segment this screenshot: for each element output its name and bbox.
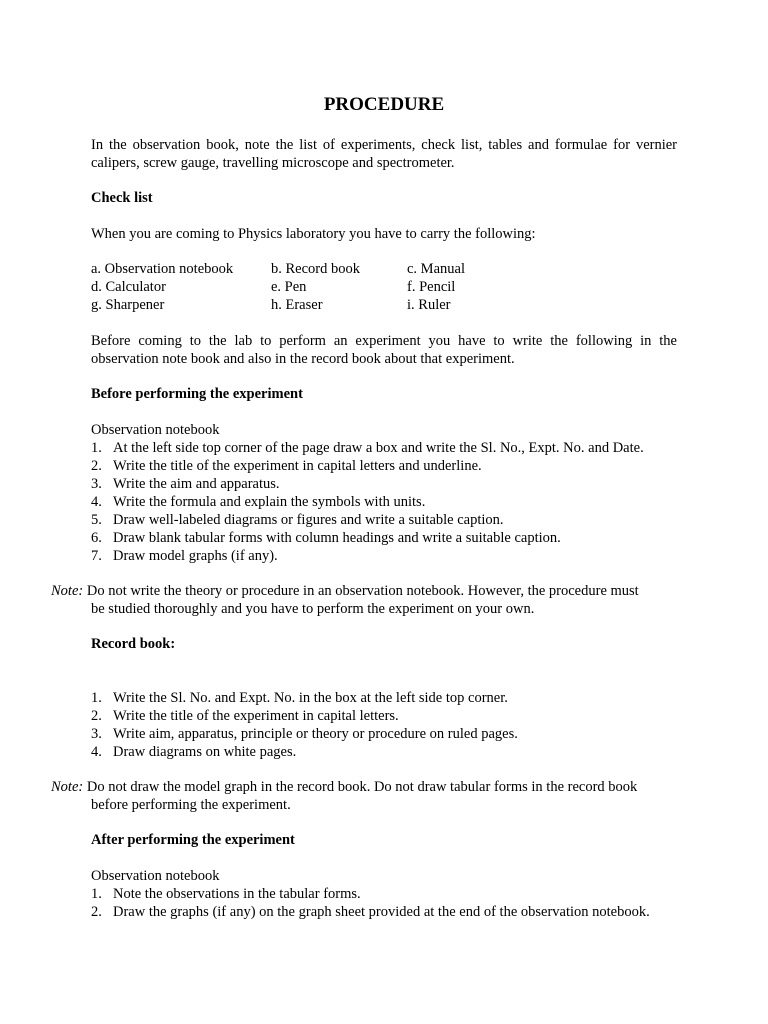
- list-item: 2. Write the title of the experiment in capital letters.: [91, 708, 399, 724]
- list-item: 1. Note the observations in the tabular forms.: [91, 886, 361, 902]
- checklist-item: g. Sharpener: [91, 297, 165, 313]
- checklist-item: a. Observation notebook: [91, 261, 234, 277]
- list-item-text: Write aim, apparatus, principle or theory or procedure on ruled pages.: [113, 726, 518, 742]
- note-text: Do not draw the model graph in the record book. Do not draw tabular forms in the record book: [86, 779, 638, 795]
- list-item-text: Draw blank tabular forms with column headings and write a suitable caption.: [113, 530, 561, 546]
- list-item-text: Draw diagrams on white pages.: [113, 744, 297, 760]
- list-item: 3. Write aim, apparatus, principle or theory or procedure on ruled pages.: [91, 726, 518, 742]
- list-item: 2. Write the title of the experiment in capital letters and underline.: [91, 458, 482, 474]
- record-section-list: [91, 689, 677, 761]
- note-label: Note:: [51, 583, 84, 599]
- before-section-heading: Before performing the experiment: [91, 386, 303, 402]
- list-item-text: Write the aim and apparatus.: [113, 476, 280, 492]
- after-section-heading: After performing the experiment: [91, 832, 295, 848]
- checklist-lead: When you are coming to Physics laboratory you have to carry the following:: [91, 226, 536, 242]
- before-section-list: [91, 439, 677, 565]
- list-item-text: Draw well-labeled diagrams or figures and write a suitable caption.: [113, 512, 504, 528]
- list-item-text: Draw the graphs (if any) on the graph sheet provided at the end of the observation notebook.: [113, 904, 650, 920]
- list-item-text: Note the observations in the tabular forms.: [113, 886, 361, 902]
- list-item: 7. Draw model graphs (if any).: [91, 548, 278, 564]
- record-section-heading: Record book:: [91, 636, 176, 652]
- checklist-item: c. Manual: [407, 261, 465, 277]
- checklist-item: h. Eraser: [271, 297, 323, 313]
- list-item: 3. Write the aim and apparatus.: [91, 476, 280, 492]
- note-text-continued: be studied thoroughly and you have to perform the experiment on your own.: [91, 601, 535, 617]
- list-item: 2. Draw the graphs (if any) on the graph sheet provided at the end of the observation notebook.: [91, 904, 650, 920]
- list-item: 4. Write the formula and explain the symbols with units.: [91, 494, 426, 510]
- observation-note: [51, 582, 677, 618]
- checklist-item: d. Calculator: [91, 279, 166, 295]
- list-item-text: Write the formula and explain the symbols with units.: [113, 494, 426, 510]
- checklist-item: f. Pencil: [407, 279, 456, 295]
- note-label: Note:: [51, 779, 84, 795]
- checklist-row: [91, 278, 677, 296]
- note-text: Do not write the theory or procedure in an observation notebook. However, the procedure must: [86, 583, 639, 599]
- list-item-text: Draw model graphs (if any).: [113, 548, 278, 564]
- list-item-text: Write the Sl. No. and Expt. No. in the box at the left side top corner.: [113, 690, 508, 706]
- checklist-item: b. Record book: [271, 261, 360, 277]
- list-item-text: At the left side top corner of the page draw a box and write the Sl. No., Expt. No. and Date.: [113, 440, 644, 456]
- list-item: 1. Write the Sl. No. and Expt. No. in the box at the left side top corner.: [91, 690, 508, 706]
- after-section-list: [91, 885, 677, 921]
- before-coming-paragraph: Before coming to the lab to perform an experiment you have to write the following in the observation note book and also in the record book about that experiment.: [91, 333, 677, 367]
- list-item: 5. Draw well-labeled diagrams or figures and write a suitable caption.: [91, 512, 504, 528]
- checklist-item: i. Ruler: [407, 297, 451, 313]
- list-item: 6. Draw blank tabular forms with column headings and write a suitable caption.: [91, 530, 561, 546]
- list-item-text: Write the title of the experiment in capital letters.: [113, 708, 399, 724]
- intro-paragraph: In the observation book, note the list of experiments, check list, tables and formulae for vernier calipers, screw gauge, travelling microscope and spectrometer.: [91, 137, 677, 171]
- before-section-subheading: Observation notebook: [91, 422, 220, 438]
- list-item: 1. At the left side top corner of the page draw a box and write the Sl. No., Expt. No. and Date.: [91, 440, 644, 456]
- list-item: 4. Draw diagrams on white pages.: [91, 744, 297, 760]
- checklist-heading: Check list: [91, 190, 153, 206]
- record-note: [51, 778, 677, 814]
- checklist-grid: [91, 260, 677, 314]
- checklist-row: [91, 260, 677, 278]
- checklist-row: [91, 296, 677, 314]
- note-text-continued: before performing the experiment.: [91, 797, 291, 813]
- list-item-text: Write the title of the experiment in capital letters and underline.: [113, 458, 482, 474]
- page-title: PROCEDURE: [323, 94, 445, 115]
- after-section-subheading: Observation notebook: [91, 868, 220, 884]
- checklist-item: e. Pen: [271, 279, 307, 295]
